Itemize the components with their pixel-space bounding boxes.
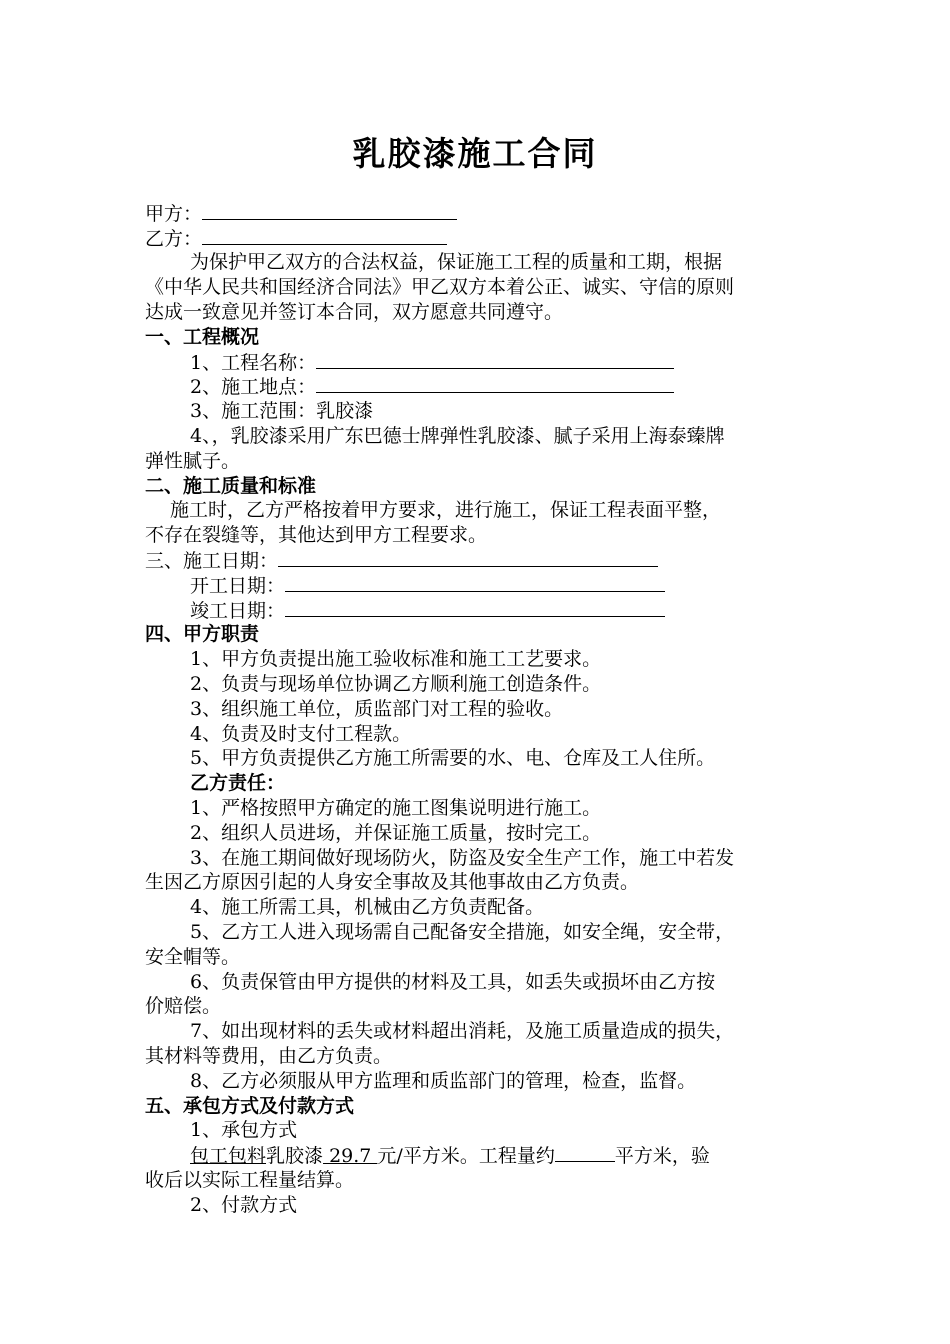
party-b-duty-8: 8、乙方必须服从甲方监理和质监部门的管理，检查，监督。 xyxy=(190,1070,697,1092)
party-b-duty-6-line-1: 6、负责保管由甲方提供的材料及工具，如丢失或损坏由乙方按 xyxy=(190,971,716,993)
end-date-blank[interactable] xyxy=(285,598,665,617)
intro-line-3: 达成一致意见并签订本合同，双方愿意共同遵守。 xyxy=(145,301,564,323)
materials-line-2: 弹性腻子。 xyxy=(145,450,241,472)
party-b-line xyxy=(145,226,447,251)
party-b-duty-5-line-2: 安全帽等。 xyxy=(145,946,241,968)
project-name-label: 1、工程名称： xyxy=(190,352,317,374)
party-a-duty-3: 3、组织施工单位，质监部门对工程的验收。 xyxy=(190,698,564,720)
party-b-duty-2: 2、组织人员进场，并保证施工质量，按时完工。 xyxy=(190,822,602,844)
start-date-line xyxy=(190,573,665,598)
document-title: 乳胶漆施工合同 xyxy=(352,134,598,173)
intro-line-1: 为保护甲乙双方的合法权益，保证施工工程的质量和工期，根据 xyxy=(190,251,723,273)
settlement-line: 收后以实际工程量结算。 xyxy=(145,1169,355,1191)
party-b-duty-7-line-1: 7、如出现材料的丢失或材料超出消耗，及施工质量造成的损失， xyxy=(190,1020,735,1042)
party-b-duties-heading: 乙方责任： xyxy=(190,772,286,794)
party-a-line xyxy=(145,201,457,226)
party-b-label: 乙方： xyxy=(145,228,203,250)
section-5-heading: 五、承包方式及付款方式 xyxy=(145,1095,355,1117)
project-location-blank[interactable] xyxy=(316,374,674,393)
party-a-blank[interactable] xyxy=(202,201,457,220)
project-location-label: 2、施工地点： xyxy=(190,376,317,398)
project-name-line xyxy=(190,350,674,375)
section-1-heading: 一、工程概况 xyxy=(145,326,260,348)
unit-price-value: 29.7 xyxy=(323,1145,378,1167)
section-3-heading: 三、施工日期： xyxy=(145,550,279,572)
start-date-label: 开工日期： xyxy=(190,575,286,597)
area-unit-label: 平方米，验 xyxy=(614,1145,710,1167)
section-4-heading: 四、甲方职责 xyxy=(145,623,260,645)
party-b-blank[interactable] xyxy=(202,226,447,245)
quality-line-2: 不存在裂缝等，其他达到甲方工程要求。 xyxy=(145,524,488,546)
party-a-duty-2: 2、负责与现场单位协调乙方顺利施工创造条件。 xyxy=(190,673,602,695)
party-b-duty-1: 1、严格按照甲方确定的施工图集说明进行施工。 xyxy=(190,797,602,819)
project-location-line xyxy=(190,374,674,399)
materials-line-1: 4、，乳胶漆采用广东巴德士牌弹性乳胶漆、腻子采用上海泰臻牌 xyxy=(190,425,725,447)
party-b-duty-3-line-2: 生因乙方原因引起的人身安全事故及其他事故由乙方负责。 xyxy=(145,871,640,893)
project-scope: 3、施工范围：乳胶漆 xyxy=(190,400,374,422)
start-date-blank[interactable] xyxy=(285,573,665,592)
party-a-duty-1: 1、甲方负责提出施工验收标准和施工工艺要求。 xyxy=(190,648,602,670)
contract-item: 乳胶漆 xyxy=(266,1145,324,1167)
project-name-blank[interactable] xyxy=(316,350,674,369)
end-date-label: 竣工日期： xyxy=(190,600,286,622)
party-b-duty-5-line-1: 5、乙方工人进入现场需自己配备安全措施，如安全绳，安全带， xyxy=(190,921,735,943)
end-date-line xyxy=(190,598,665,623)
party-b-duty-6-line-2: 价赔偿。 xyxy=(145,995,222,1017)
party-a-duty-5: 5、甲方负责提供乙方施工所需要的水、电、仓库及工人住所。 xyxy=(190,747,716,769)
quality-line-1: 施工时，乙方严格按着甲方要求，进行施工，保证工程表面平整， xyxy=(170,499,722,521)
contract-mode-line xyxy=(190,1143,710,1168)
party-a-label: 甲方： xyxy=(145,203,203,225)
contract-mode-value: 包工包料 xyxy=(190,1145,267,1167)
contract-mode-heading: 1、承包方式 xyxy=(190,1119,298,1141)
payment-mode-heading: 2、付款方式 xyxy=(190,1194,298,1216)
party-b-duty-4: 4、施工所需工具，机械由乙方负责配备。 xyxy=(190,896,545,918)
party-b-duty-3-line-1: 3、在施工期间做好现场防火，防盗及安全生产工作，施工中若发 xyxy=(190,847,735,869)
construction-date-blank[interactable] xyxy=(278,548,658,567)
intro-line-2: 《中华人民共和国经济合同法》甲乙双方本着公正、诚实、守信的原则 xyxy=(145,276,735,298)
section-2-heading: 二、施工质量和标准 xyxy=(145,475,317,497)
party-a-duty-4: 4、负责及时支付工程款。 xyxy=(190,723,412,745)
unit-price-label: 元/平方米。工程量约 xyxy=(377,1145,555,1167)
party-b-duty-7-line-2: 其材料等费用，由乙方负责。 xyxy=(145,1045,393,1067)
section-3-line xyxy=(145,548,658,573)
area-blank[interactable] xyxy=(555,1143,615,1162)
